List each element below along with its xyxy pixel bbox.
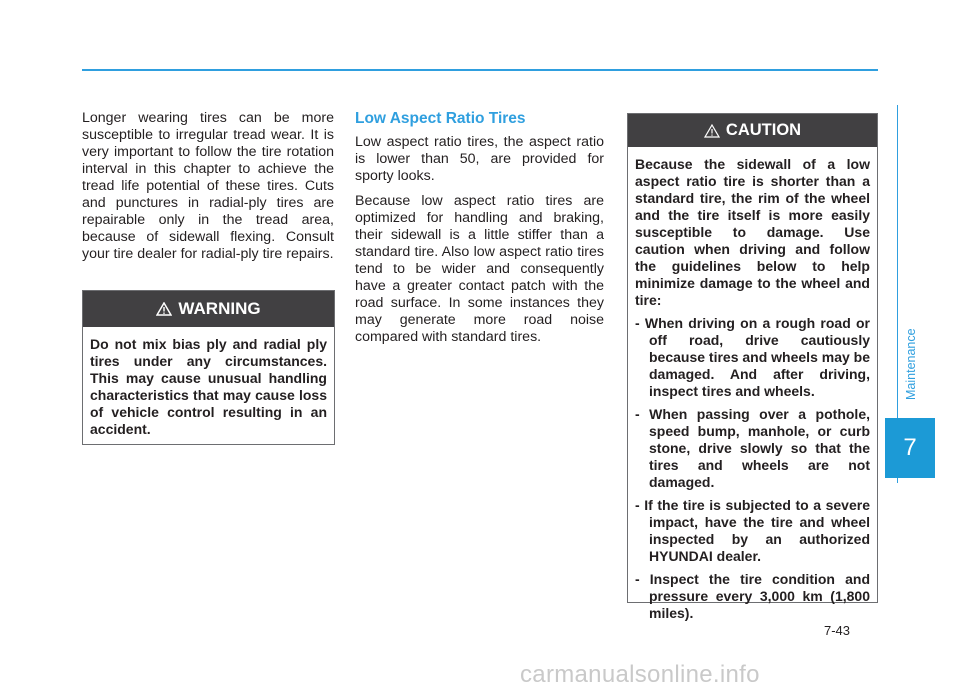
warning-box — [82, 290, 335, 445]
page-number: 7-43 — [824, 623, 851, 638]
chapter-tab[interactable]: 7 — [885, 418, 935, 478]
caution-item: - When driving on a rough road or off road, drive cautiously because tires and wheels may be damaged. And after driving, inspect tires and wheels. — [635, 315, 870, 399]
warning-triangle-icon — [156, 302, 172, 316]
caution-item: - Inspect the tire condition and pressure every 3,000 km (1,800 miles). — [635, 571, 870, 621]
caution-title: CAUTION — [725, 121, 802, 139]
watermark: carmanualsonline.info — [520, 661, 760, 688]
caution-item: - When passing over a pothole, speed bump, manhole, or curb stone, drive slowly so that the tires and wheels are not damaged. — [635, 406, 870, 490]
caution-box — [627, 113, 878, 621]
warning-header — [83, 291, 334, 327]
section-label: Maintenance — [904, 328, 918, 400]
top-rule — [82, 69, 878, 71]
caution-triangle-icon — [704, 124, 720, 138]
middle-paragraph-1: Low aspect ratio tires, the aspect ratio is lower than 50, are provided for sporty looks. — [355, 134, 604, 184]
caution-intro: Because the sidewall of a low aspect ratio tire is shorter than a standard tire, the rim of the wheel and the tire itself is more easily susceptible to damage. Use caution when driving and follow the guidelines below to help minimize damage to the wheel and tire: — [635, 156, 870, 308]
middle-paragraph-2: Because low aspect ratio tires are optimized for handling and braking, their sidewall is a little stiffer than a standard tire. Also low aspect ratio tires tend to be wider and consequently have a greater contact patch with the road surface. In some instances they may generate more road noise compared with standard tires. — [355, 193, 604, 345]
left-paragraph: Longer wearing tires can be more susceptible to irregular tread wear. It is very important to follow the tire rotation interval in this chapter to achieve the tread life potential of these tires. Cuts and punctures in radial-ply tires are repairable only in the tread area, because of sidewall flexing. Consult your tire dealer for radial-ply tire repairs. — [82, 110, 334, 262]
caution-header — [628, 114, 877, 147]
caution-item: - If the tire is subjected to a severe impact, have the tire and wheel inspected by an authorized HYUNDAI dealer. — [635, 497, 870, 564]
warning-title: WARNING — [178, 299, 261, 318]
left-column — [82, 110, 334, 271]
middle-column — [355, 110, 604, 354]
section-heading: Low Aspect Ratio Tires — [355, 110, 526, 127]
warning-text: Do not mix bias ply and radial ply tires under any circumstances. This may cause unusual handling characteristics that may cause loss of vehicle control resulting in an accident. — [90, 336, 327, 437]
